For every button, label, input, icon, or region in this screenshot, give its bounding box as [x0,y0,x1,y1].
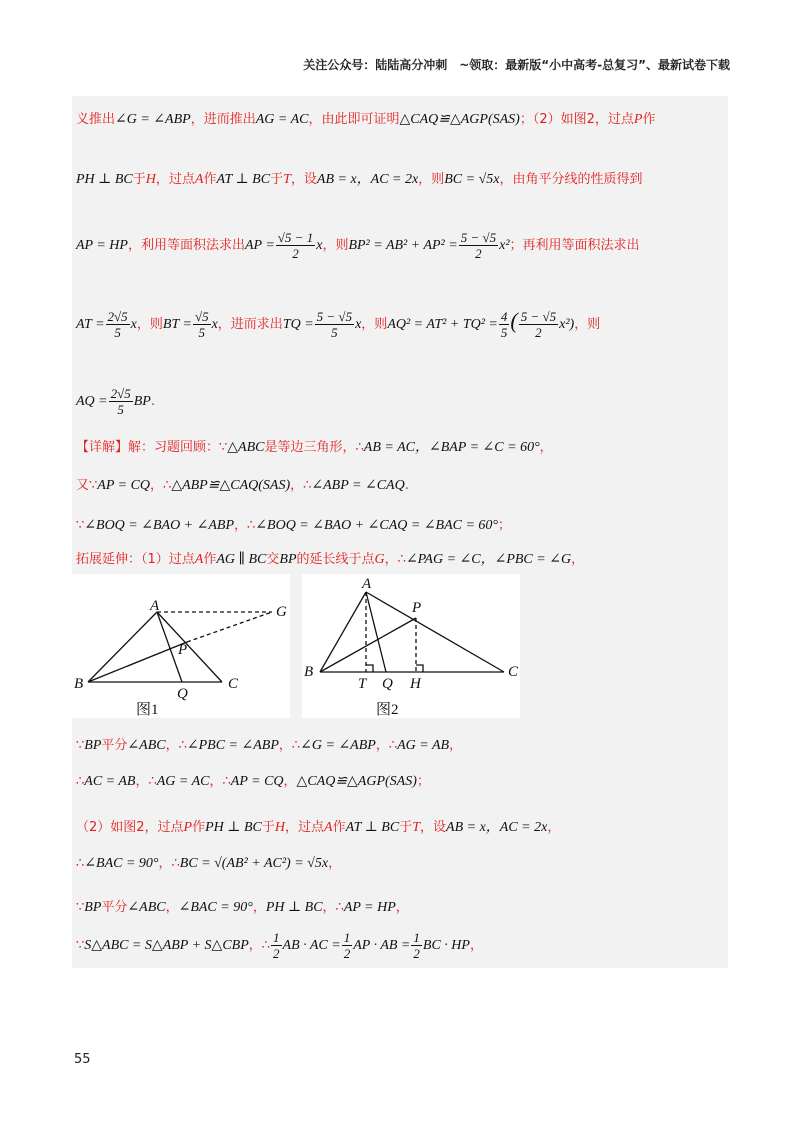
math: AP · AB = [353,938,411,953]
text: ， [252,900,266,915]
text: ∵ [76,900,85,915]
math: A [194,172,204,187]
math: AT ⊥ BC [345,820,400,835]
point-label-a: A [150,598,160,614]
figure-2-caption: 图2 [376,702,399,718]
point-label-b: B [74,676,84,692]
text: ， [469,938,483,953]
fraction: $\frac{5 - √5}{2}$ [460,230,497,261]
figure-1 [72,574,290,718]
math: A [324,820,333,835]
math: AB = x，AC = 2x [446,820,548,835]
math: H [145,172,156,187]
text: . [150,394,155,409]
text: ，则 [322,238,349,253]
math: PH ⊥ BC [76,172,133,187]
point-label-c: C [228,676,239,692]
math: x [211,317,218,332]
math: BP [133,394,151,409]
math: x [316,238,323,253]
text: ；再利用等面积法求出 [509,238,640,253]
math: △CAQ≌△AGP(SAS) [296,774,417,789]
math: ∠BAC = 90° [178,900,253,915]
math: ∠PAG = ∠C，∠PBC = ∠G [405,552,572,567]
math: PH ⊥ BC [265,900,323,915]
point-label-h: H [410,676,421,692]
math: ∠ABP = ∠CAQ [311,478,405,493]
math: T [412,820,421,835]
line-3 [76,230,640,261]
line-5 [76,386,155,417]
math: △ABC [227,440,265,455]
math: AT = [76,317,105,332]
point-label-t: T [358,676,367,692]
text: ，由此即可证明 [308,112,400,127]
text: 交 [266,552,280,567]
text: ，设 [420,820,447,835]
math: ∠ABC [127,738,166,753]
text: ，则 [361,317,388,332]
math: BC · HP [422,938,470,953]
text: ∴ [76,774,85,789]
text: ，∴ [375,738,398,753]
text: ，设 [290,172,317,187]
page-header: 关注公众号：陆陆高分冲刺 ~领取：最新版“小中高考-总复习”、最新试卷下载 [303,58,730,72]
text: ， [283,774,297,789]
text: ∵ [76,738,85,753]
math: BP [84,900,102,915]
fraction: $\frac{√5}{5}$ [194,309,209,340]
text: 作 [332,820,346,835]
text: 又∵ [76,478,98,493]
math: TQ = [282,317,314,332]
math: x [130,317,137,332]
math: AP = [244,238,275,253]
fraction: $\frac{5 - √5}{2}$ [520,309,557,340]
text: 【详解】解：习题回顾：∵ [76,440,228,455]
line-4 [76,308,600,340]
text: ，利用等面积法求出 [127,238,245,253]
text: ，则 [574,317,601,332]
text: ，∴ [278,738,301,753]
math: AB = AC，∠BAP = ∠C = 60° [363,440,540,455]
math: H [274,820,285,835]
math: ∠BOQ = ∠BAO + ∠ABP [84,518,235,533]
line-12 [76,816,560,836]
math: AT ⊥ BC [216,172,271,187]
math: PH ⊥ BC [205,820,262,835]
text: 平分 [101,738,128,753]
math: ( [510,308,518,333]
math: BT = [162,317,192,332]
fraction: $\frac{1}{2}$ [343,930,351,961]
text: ，∴ [248,938,271,953]
text: ， [547,820,561,835]
math: AQ = [76,394,108,409]
math: △CAQ≌△AGP(SAS) [399,112,520,127]
point-label-p: P [412,600,422,616]
text: ，过点 [155,172,195,187]
text: ，由角平分线的性质得到 [499,172,643,187]
math: AQ² = AT² + TQ² = [387,317,498,332]
line-7 [76,474,409,494]
math: G [374,552,385,567]
text: ，∴ [234,518,256,533]
point-label-q: Q [382,676,393,692]
math: A [194,552,204,567]
math: AP = HP [343,900,396,915]
line-14 [76,896,409,916]
text: ； [498,518,512,533]
math: AP = CQ [97,478,151,493]
line-8 [76,514,511,534]
text: ∵ [76,518,85,533]
math: x [355,317,362,332]
point-label-g: G [276,604,287,620]
math: BP [84,738,102,753]
text: 作 [642,112,656,127]
line-1 [76,108,655,128]
point-label-p: P [178,642,188,658]
text: ； [416,774,430,789]
text: ， [571,552,585,567]
text: 于 [261,820,275,835]
line-11 [76,770,430,790]
text: 于 [132,172,146,187]
text: 平分 [101,900,128,915]
math: ∠BOQ = ∠BAO + ∠CAQ = ∠BAC = 60° [255,518,499,533]
text: ；（2）如图2，过点 [519,112,634,127]
text: ，进而求出 [217,317,283,332]
text: . [404,478,409,493]
text: 是等边三角形，∴ [264,440,364,455]
math: AC = AB [84,774,136,789]
math: x² [499,238,510,253]
text: ，∴ [165,738,187,753]
text: ，进而推出 [190,112,256,127]
math: S△ABC = S△ABP + S△CBP [84,938,249,953]
text: ∴ [76,856,85,871]
line-9 [76,548,584,568]
text: ，∴ [135,774,157,789]
text: （2）如图2，过点 [76,820,184,835]
math: AP = CQ [230,774,284,789]
fraction: $\frac{√5 - 1}{2}$ [277,230,314,261]
math: ∠G = ∠ABP [300,738,376,753]
point-label-a: A [362,576,372,592]
math: ∠BAC = 90° [84,856,159,871]
figure-1-diagram [72,574,290,718]
math: △ABP≌△CAQ(SAS) [171,478,291,493]
text: 作 [203,172,217,187]
math: AG = AB [397,738,450,753]
text: ，∴ [290,478,312,493]
text: ， [449,738,463,753]
line-6 [76,436,553,456]
fraction: $\frac{5 - √5}{5}$ [316,309,353,340]
figure-2 [302,574,520,718]
line-13 [76,852,341,872]
math: AG = AC [156,774,210,789]
text: 的延长线于点 [296,552,375,567]
fraction: $\frac{2√5}{5}$ [107,309,128,340]
math: AB · AC = [282,938,341,953]
text: ，∴ [209,774,231,789]
math: AG = AC [255,112,309,127]
text: ，∴ [158,856,180,871]
fraction: $\frac{1}{2}$ [413,930,420,961]
text: 作 [203,552,217,567]
text: ，∴ [150,478,172,493]
figure-2-diagram [302,574,520,718]
text: ，过点 [284,820,324,835]
fraction: $\frac{2√5}{5}$ [110,386,131,417]
text: ，∴ [322,900,344,915]
text: ， [328,856,342,871]
text: ，则 [136,317,163,332]
text: ， [395,900,409,915]
line-2 [76,168,643,188]
math: P [183,820,193,835]
math: ∠ABC [127,900,166,915]
fraction: $\frac{1}{2}$ [273,930,280,961]
math: BC = √5x [444,172,500,187]
text: 于 [270,172,284,187]
text: ∵ [76,938,85,953]
text: 作 [192,820,206,835]
line-15 [76,930,483,961]
math: BP [279,552,297,567]
text: ，则 [418,172,445,187]
point-label-q: Q [177,686,188,702]
math: T [283,172,291,187]
text: 于 [399,820,413,835]
math: BP² = AB² + AP² = [348,238,458,253]
point-label-c: C [508,664,519,680]
text: ， [165,900,179,915]
text: ，∴ [384,552,406,567]
point-label-b: B [304,664,314,680]
figure-1-caption: 图1 [136,702,159,718]
math: AP = HP [76,238,128,253]
math: BC = √(AB² + AC²) = √5x [179,856,329,871]
math: ∠PBC = ∠ABP [186,738,279,753]
math: AB = x，AC = 2x [316,172,419,187]
line-10 [76,734,462,754]
text: 拓展延伸：（1）过点 [76,552,195,567]
fraction: $\frac{4}{5}$ [500,309,508,340]
math: x²) [559,317,575,332]
math: AG ∥ BC [216,552,267,567]
math: ∠G = ∠ABP [115,112,191,127]
math: P [633,112,643,127]
text: ， [539,440,553,455]
text: 义推出 [76,112,116,127]
page-number: 55 [74,1052,91,1067]
